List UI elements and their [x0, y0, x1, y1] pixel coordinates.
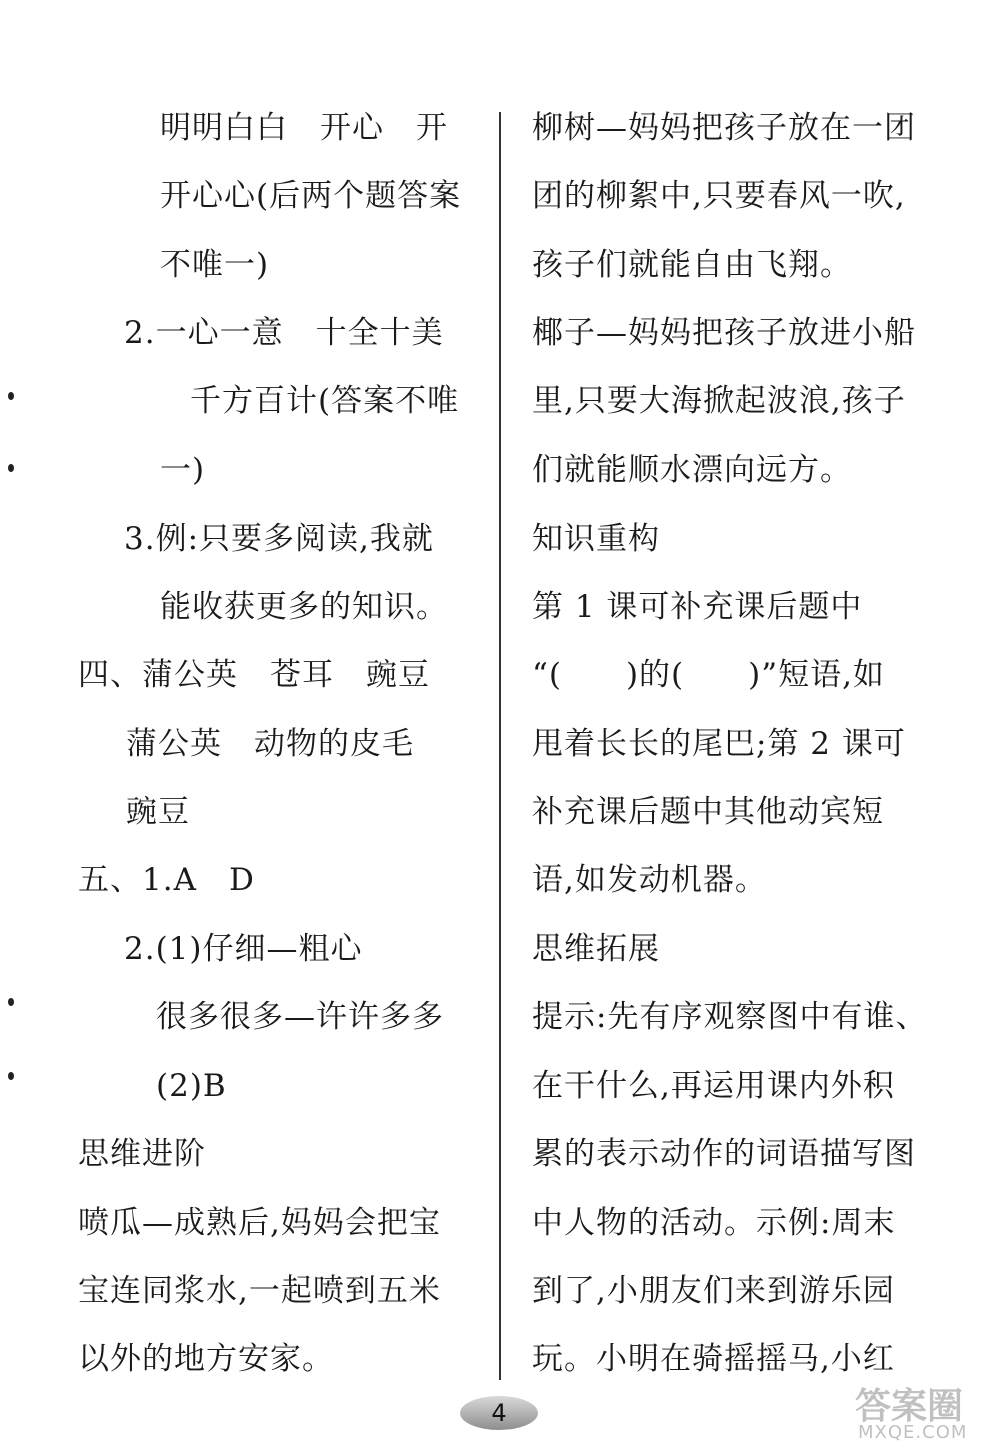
right-line-6: 们就能顺水漂向远方。: [532, 452, 852, 488]
right-line-12: 语,如发动机器。: [532, 862, 767, 898]
left-line-13: 2.(1)仔细—粗心: [124, 931, 363, 967]
right-line-10: 甩着长长的尾巴;第 2 课可: [532, 726, 906, 762]
left-line-16: 思维进阶: [78, 1136, 206, 1172]
right-line-3: 孩子们就能自由飞翔。: [532, 247, 852, 283]
left-line-7: 3.例:只要多阅读,我就: [124, 521, 434, 557]
right-line-19: 玩。小明在骑摇摇马,小红: [532, 1341, 895, 1377]
left-line-8: 能收获更多的知识。: [160, 589, 448, 625]
watermark-logo: 答案圈: [855, 1386, 964, 1427]
right-line-17: 中人物的活动。示例:周末: [532, 1205, 896, 1241]
right-line-2: 团的柳絮中,只要春风一吹,: [532, 178, 906, 214]
right-line-13: 思维拓展: [532, 931, 660, 967]
right-line-11: 补充课后题中其他动宾短: [532, 794, 884, 830]
column-divider: [499, 112, 501, 1380]
left-line-3: 不唯一): [160, 247, 270, 283]
left-line-6: 一): [160, 452, 206, 488]
left-line-2: 开心心(后两个题答案: [160, 178, 462, 214]
right-line-4: 椰子—妈妈把孩子放进小船: [532, 315, 916, 351]
left-line-14: 很多很多—许许多多: [156, 999, 444, 1035]
left-line-12: 五、1.A D: [78, 862, 255, 898]
left-line-18: 宝连同浆水,一起喷到五米: [78, 1273, 441, 1309]
right-line-15: 在干什么,再运用课内外积: [532, 1068, 895, 1104]
right-line-16: 累的表示动作的词语描写图: [532, 1136, 916, 1172]
left-line-11: 豌豆: [126, 794, 190, 830]
right-line-9: “( )的( )”短语,如: [532, 657, 885, 693]
left-line-17: 喷瓜—成熟后,妈妈会把宝: [78, 1205, 441, 1241]
right-line-7: 知识重构: [532, 521, 660, 557]
margin-mark: [8, 998, 14, 1006]
left-line-4: 2.一心一意 十全十美: [124, 315, 444, 351]
margin-mark: [8, 392, 14, 400]
left-line-9: 四、蒲公英 苍耳 豌豆: [78, 657, 430, 693]
page-number: 4: [460, 1396, 538, 1430]
right-line-14: 提示:先有序观察图中有谁、: [532, 999, 928, 1035]
right-line-5: 里,只要大海掀起波浪,孩子: [532, 383, 906, 419]
right-line-1: 柳树—妈妈把孩子放在一团: [532, 110, 916, 146]
watermark-site: MXQE.COM: [858, 1422, 968, 1443]
left-line-15: (2)B: [156, 1068, 227, 1104]
right-line-8: 第 1 课可补充课后题中: [532, 589, 863, 625]
right-line-18: 到了,小朋友们来到游乐园: [532, 1273, 895, 1309]
left-line-10: 蒲公英 动物的皮毛: [126, 726, 414, 762]
left-line-5: 千方百计(答案不唯: [190, 383, 460, 419]
margin-mark: [8, 1072, 14, 1080]
margin-mark: [8, 464, 14, 472]
left-line-1: 明明白白 开心 开: [160, 110, 448, 146]
left-line-19: 以外的地方安家。: [78, 1341, 334, 1377]
